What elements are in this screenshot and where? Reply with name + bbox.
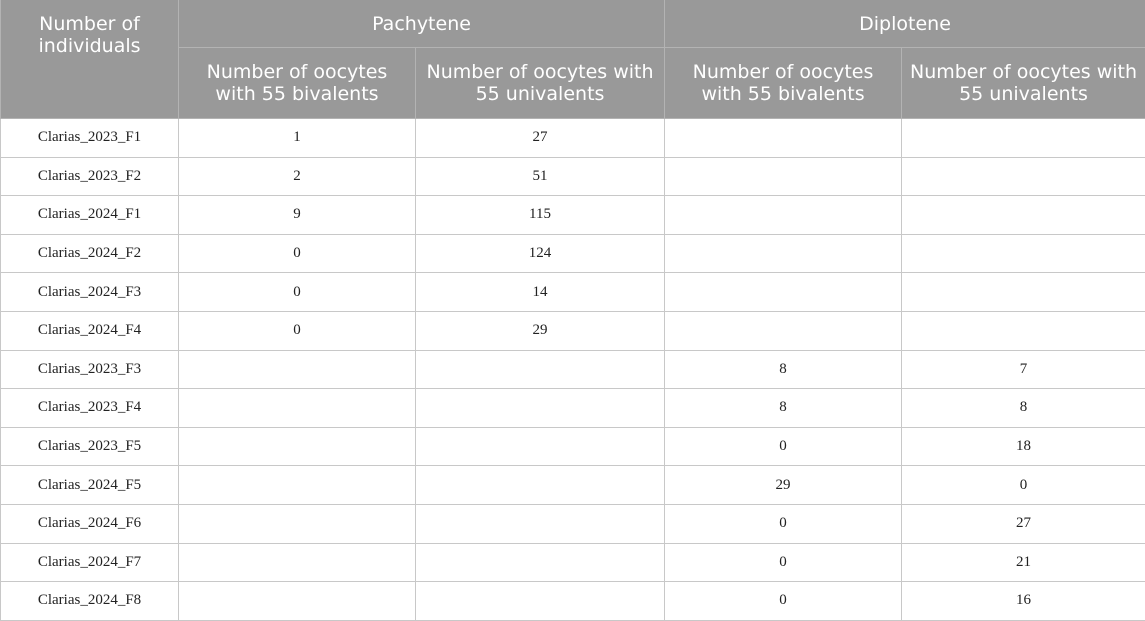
cell-individual: Clarias_2023_F5 — [1, 427, 179, 466]
cell-pachytene-univalents — [416, 582, 665, 621]
cell-pachytene-univalents: 124 — [416, 234, 665, 273]
cell-diplotene-bivalents — [665, 157, 902, 196]
table-body — [1, 119, 1145, 621]
header-diplotene-univalents: Number of oocytes with 55 univalents — [902, 48, 1145, 119]
cell-individual: Clarias_2023_F2 — [1, 157, 179, 196]
cell-pachytene-univalents — [416, 389, 665, 428]
cell-diplotene-univalents: 7 — [902, 350, 1145, 389]
cell-pachytene-bivalents: 0 — [179, 234, 416, 273]
cell-diplotene-bivalents — [665, 234, 902, 273]
cell-diplotene-bivalents — [665, 119, 902, 158]
cell-individual: Clarias_2023_F1 — [1, 119, 179, 158]
cell-diplotene-bivalents: 8 — [665, 350, 902, 389]
cell-pachytene-bivalents — [179, 543, 416, 582]
cell-diplotene-univalents: 8 — [902, 389, 1145, 428]
cell-pachytene-bivalents: 9 — [179, 196, 416, 235]
cell-individual: Clarias_2024_F6 — [1, 504, 179, 543]
cell-pachytene-bivalents — [179, 427, 416, 466]
cell-diplotene-univalents: 21 — [902, 543, 1145, 582]
cell-diplotene-univalents: 18 — [902, 427, 1145, 466]
cell-pachytene-univalents — [416, 466, 665, 505]
cell-pachytene-univalents: 27 — [416, 119, 665, 158]
cell-pachytene-bivalents — [179, 466, 416, 505]
cell-individual: Clarias_2024_F1 — [1, 196, 179, 235]
cell-diplotene-univalents — [902, 119, 1145, 158]
table-row — [1, 582, 1145, 621]
cell-pachytene-bivalents: 0 — [179, 311, 416, 350]
table-row — [1, 119, 1145, 158]
cell-diplotene-bivalents: 0 — [665, 582, 902, 621]
table-header — [1, 0, 1145, 119]
table-row — [1, 543, 1145, 582]
cell-diplotene-bivalents — [665, 311, 902, 350]
cell-diplotene-bivalents: 0 — [665, 427, 902, 466]
table-row — [1, 273, 1145, 312]
table-row — [1, 466, 1145, 505]
table-row — [1, 311, 1145, 350]
cell-diplotene-univalents — [902, 273, 1145, 312]
cell-diplotene-bivalents: 0 — [665, 504, 902, 543]
cell-diplotene-univalents: 16 — [902, 582, 1145, 621]
cell-diplotene-univalents — [902, 311, 1145, 350]
cell-pachytene-univalents: 14 — [416, 273, 665, 312]
cell-diplotene-univalents: 27 — [902, 504, 1145, 543]
cell-pachytene-bivalents: 0 — [179, 273, 416, 312]
header-pachytene-bivalents: Number of oocytes with 55 bivalents — [179, 48, 416, 119]
cell-diplotene-bivalents: 8 — [665, 389, 902, 428]
header-diplotene: Diplotene — [665, 0, 1145, 48]
header-individuals: Number of individuals — [1, 0, 179, 119]
header-pachytene-univalents: Number of oocytes with 55 univalents — [416, 48, 665, 119]
cell-diplotene-univalents — [902, 234, 1145, 273]
cell-individual: Clarias_2023_F3 — [1, 350, 179, 389]
cell-individual: Clarias_2024_F3 — [1, 273, 179, 312]
cell-pachytene-univalents — [416, 350, 665, 389]
cell-pachytene-univalents — [416, 543, 665, 582]
cell-diplotene-bivalents: 0 — [665, 543, 902, 582]
header-diplotene-bivalents: Number of oocytes with 55 bivalents — [665, 48, 902, 119]
cell-diplotene-bivalents — [665, 196, 902, 235]
cell-individual: Clarias_2024_F7 — [1, 543, 179, 582]
cell-diplotene-univalents — [902, 157, 1145, 196]
cell-individual: Clarias_2024_F4 — [1, 311, 179, 350]
table-row — [1, 234, 1145, 273]
cell-pachytene-bivalents — [179, 504, 416, 543]
table-row — [1, 427, 1145, 466]
table-row — [1, 157, 1145, 196]
cell-pachytene-univalents — [416, 504, 665, 543]
cell-pachytene-univalents: 115 — [416, 196, 665, 235]
cell-diplotene-univalents — [902, 196, 1145, 235]
cell-diplotene-bivalents — [665, 273, 902, 312]
cell-individual: Clarias_2024_F2 — [1, 234, 179, 273]
cell-diplotene-univalents: 0 — [902, 466, 1145, 505]
header-pachytene: Pachytene — [179, 0, 665, 48]
table-row — [1, 504, 1145, 543]
cell-pachytene-bivalents — [179, 582, 416, 621]
cell-individual: Clarias_2024_F8 — [1, 582, 179, 621]
cell-diplotene-bivalents: 29 — [665, 466, 902, 505]
table-row — [1, 389, 1145, 428]
cell-pachytene-univalents: 51 — [416, 157, 665, 196]
cell-pachytene-bivalents: 1 — [179, 119, 416, 158]
cell-pachytene-bivalents: 2 — [179, 157, 416, 196]
cell-individual: Clarias_2023_F4 — [1, 389, 179, 428]
cell-pachytene-univalents: 29 — [416, 311, 665, 350]
header-row-groups — [1, 0, 1145, 48]
table-row — [1, 350, 1145, 389]
cell-individual: Clarias_2024_F5 — [1, 466, 179, 505]
cell-pachytene-bivalents — [179, 389, 416, 428]
cell-pachytene-univalents — [416, 427, 665, 466]
table-row — [1, 196, 1145, 235]
cell-pachytene-bivalents — [179, 350, 416, 389]
